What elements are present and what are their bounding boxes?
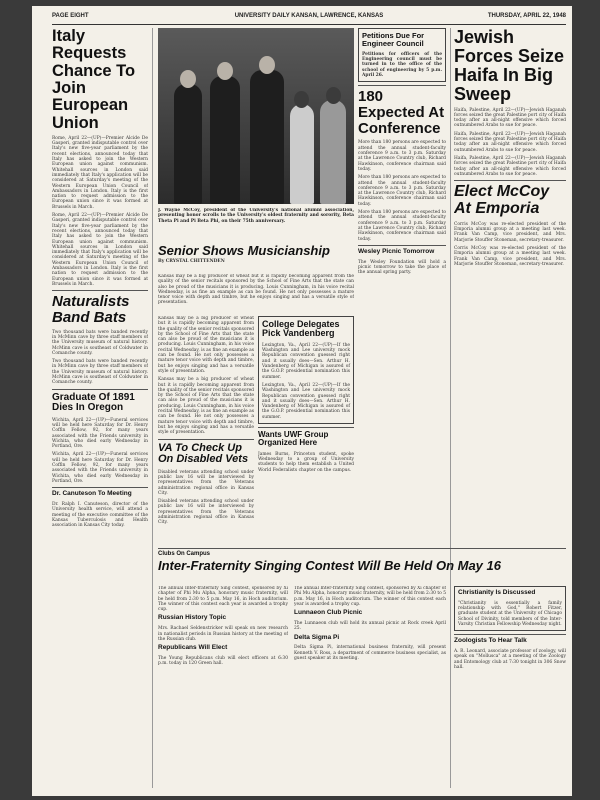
expected-body: More than 180 persons are expected to attend the annual student-faculty conference 9 a.m. to 3 p.m. Saturday at the Lawrence Country club, Richard Hawkinson, conference chairman said today.	[358, 140, 446, 172]
canteen-body: Dr. Ralph I. Canuteson, director of the University health service, will attend a meeting of the executive committee of the Kansas Tuberculosis and Health association in Kansas City today.	[52, 502, 148, 529]
college-box	[258, 316, 354, 424]
divider	[52, 290, 148, 291]
zoologists-body: A. R. Leonard, associate professor of zoology, will speak on "Mollusca" at a meeting of the Zoology and Entomology club at 7:30 tonight in 306 Snow hall.	[454, 649, 566, 670]
left-column	[52, 28, 148, 790]
page-date: THURSDAY, APRIL 22, 1948	[487, 13, 566, 19]
right-middle-column	[358, 28, 446, 544]
person-figure	[320, 100, 346, 204]
photo-caption-block	[158, 208, 354, 238]
interfrat-headline: Inter-Fraternity Singing Contest Will Be Held On May 16	[158, 558, 501, 574]
petitions-body: Petitions for officers of the Engineering council must be turned in to the office of the school of engineering by 5 p.m. April 26.	[362, 51, 442, 78]
mccoy-body-cont: Corris McCoy was re-elected president of the Emporia alumni group at a meeting last week. Frank Van Camp, vice president, and Mrs. Marjorie Stouffer Stoneman, secretary-treasurer.	[454, 245, 566, 267]
petitions-box	[358, 28, 446, 82]
senior-body-block	[158, 274, 354, 314]
va-body: Disabled veterans attending school under public law 16 will be interviewed by representatives from the Veterans administration regional office in Kansas City.	[158, 469, 254, 496]
divider	[158, 548, 566, 549]
column-divider	[152, 28, 153, 788]
middle-column-b	[258, 316, 354, 544]
expected-body-cont: More than 180 persons are expected to attend the annual student-faculty conference 9 a.m. to 3 p.m. Saturday at the Lawrence Country club, Richard Hawkinson, conference chairman said today.	[358, 175, 446, 207]
graduate-body: Wichita, April 22—(UP)—Funeral services will be held here Saturday for Dr. Henry Coffin Fellow, 92, for many years associated with the Friends university in Wichita, who died early Wednesday in Portland, Ore.	[52, 417, 148, 450]
bottom-column-c	[454, 586, 566, 790]
mccoy-headline: Elect McCoy At Emporia	[454, 183, 550, 217]
christianity-body: "Christianity is essentially a family relationship with God," Robert Fitzer, graduate student at the University of Chicago School of Divinity, told members of the Inter-Varsity Christian Fellowship Wednesday night.	[458, 600, 562, 627]
news-photo	[158, 28, 354, 204]
italy-body-cont: Rome, April 22—(UP)—Premier Alcide De Gasperi, granted indisputable control over Italy's new five-year parliament by the recent elections, announced today that Italy has asked to join the Western European union against communism. Whitehall sources in London said immediately that Italy's application will be considered at Saturday's meeting of the Western European Union Council of Ambassadors in London. Italy is the first nation to request admission to the European union since it was formed at Brussels in March.	[52, 213, 148, 287]
senior-byline: By CRYSTAL CHITTENDEN	[158, 258, 225, 264]
divider	[52, 487, 148, 488]
person-head	[180, 70, 196, 88]
college-headline: College Delegates Pick Vandenberg	[262, 319, 340, 339]
divider	[258, 427, 354, 428]
uwf-body: James Burns, Princeton student, spoke Wednesday to a group of University students to help them establish a United World Federalists chapter on the campus.	[258, 451, 354, 473]
bottom-column-b	[294, 586, 446, 790]
picnic-body: The Wesley Foundation will hold a picnic tomorrow to take the place of the annual spring party.	[358, 259, 446, 276]
republicans-body: The Young Republicans club will elect officers at 6:30 p.m. today in 120 Green hall.	[158, 656, 288, 667]
divider	[454, 634, 566, 635]
person-figure	[250, 70, 284, 204]
graduate-headline: Graduate Of 1891 Dies In Oregon	[52, 391, 135, 414]
page-header	[52, 12, 566, 25]
expected-headline: 180 Expected At Conference	[358, 88, 445, 137]
person-head	[326, 87, 341, 104]
page-number: PAGE EIGHT	[52, 13, 89, 19]
interfrat-body-cont: The annual Inter-fraternity Sing contest, sponsored by Xi chapter of Phi Mu Alpha, honorary music fraternity, will be held from 2:30 to 5 p.m. May 16, in Hoch auditorium. The winner of this contest each year is awarded a trophy cup.	[294, 586, 446, 607]
russian-headline: Russian History Topic	[158, 614, 227, 622]
lunnaeon-headline: Lunnaeon Club Picnic	[294, 609, 363, 617]
delta-body: Delta Sigma Pi, international business fraternity, will present Kenneth V. Ross, a department of commerce business specialist, as guest speaker at its meeting.	[294, 645, 446, 661]
delta-headline: Delta Sigma Pi	[294, 633, 340, 641]
bottom-column-a	[158, 586, 288, 790]
college-body: Lexington, Va., April 22—(UP)—If the Washington and Lee university mock Republican convention guessed right and it usually does—Sen. Arthur H. Vandenberg of Michigan is assured of the G.O.P. presidential nomination this summer.	[262, 342, 350, 380]
college-body-cont: Lexington, Va., April 22—(UP)—If the Washington and Lee university mock Republican convention guessed right and it usually does—Sen. Arthur H. Vandenberg of Michigan is assured of the G.O.P. presidential nomination this summer.	[262, 382, 350, 420]
clubs-banner	[158, 548, 566, 582]
christianity-box	[454, 586, 566, 631]
person-figure	[290, 104, 314, 204]
divider	[358, 85, 446, 86]
person-figure	[210, 76, 240, 204]
masthead: UNIVERSITY DAILY KANSAN, LAWRENCE, KANSAS	[234, 13, 384, 19]
petitions-headline: Petitions Due For Engineer Council	[362, 31, 425, 48]
divider	[158, 439, 254, 440]
divider	[454, 180, 566, 181]
photo-caption: J. Wayne McCoy, president of the University's national alumni association, presenting honor scrolls to the University's oldest fraternity and sorority, Beta Theta Pi and Pi Beta Phi, on their 75th anniversary.	[158, 208, 354, 224]
jewish-body-cont2: Haifa, Palestine, April 22—(UP)—Jewish Haganah forces seized the great Palestine port city of Haifa today after an all-night offensive which forced outnumbered Arabs to sue for peace.	[454, 155, 566, 177]
person-figure	[174, 84, 202, 204]
divider	[52, 389, 148, 390]
naturalists-body: Two thousand bats were banded recently in McMinn cave by three staff members of the University museum of natural history. McMinn cave is southeast of Coldwater in Comanche county.	[52, 329, 148, 356]
senior-body: Kansas may be a big producer of wheat but it is rapidly becoming apparent from the quality of the senior recitals sponsored by the School of Fine Arts that the state can also be proud of the musicians it is producing. Louis Cunningham, in his voice recital Wednesday, is as fine an example as can be found. He not only possesses a mature tenor voice with depth and timbre, but he enjoys singing and has a versatile style of presentation.	[158, 274, 354, 306]
republicans-headline: Republicans Will Elect	[158, 644, 228, 652]
middle-column-a	[158, 316, 254, 544]
lunnaeon-body: The Lunnaeon club will hold its annual picnic at Rock creek April 25.	[294, 621, 446, 632]
interfrat-body: The annual Inter-fraternity Sing contest, sponsored by Xi chapter of Phi Mu Alpha, honorary music fraternity, will be held from 2:30 to 5 p.m. May 16, in Hoch auditorium. The winner of this contest each year is awarded a trophy cup.	[158, 586, 288, 613]
zoologists-headline: Zoologists To Hear Talk	[454, 637, 527, 645]
senior-headline: Senior Shows Musicianship	[158, 244, 330, 258]
person-head	[294, 91, 309, 108]
va-body-cont: Disabled veterans attending school under public law 16 will be interviewed by representatives from the Veterans administration regional office in Kansas City.	[158, 499, 254, 526]
naturalists-body-cont: Two thousand bats were banded recently in McMinn cave by three staff members of the University museum of natural history. McMinn cave is southeast of Coldwater in Comanche county.	[52, 359, 148, 386]
expected-body-cont2: More than 180 persons are expected to attend the annual student-faculty conference 9 a.m. to 3 p.m. Saturday at the Lawrence Country club, Richard Hawkinson, conference chairman said today.	[358, 210, 446, 242]
jewish-body: Haifa, Palestine, April 22—(UP)—Jewish Haganah forces seized the great Palestine port city of Haifa today after an all-night offensive which forced outnumbered Arabs to sue for peace.	[454, 107, 566, 129]
picnic-headline: Wesley Picnic Tomorrow	[358, 247, 435, 255]
senior-body-cont2: Kansas may be a big producer of wheat but it is rapidly becoming apparent from the quality of the senior recitals sponsored by the School of Fine Arts that the state can also be proud of the musicians it is producing. Louis Cunningham, in his voice recital Wednesday, is as fine an example as can be found. He not only possesses a mature tenor voice with depth and timbre, but he enjoys singing and has a versatile style of presentation.	[158, 377, 254, 436]
canteen-headline: Dr. Canuteson To Meeting	[52, 490, 132, 498]
uwf-headline: Wants UWF Group Organized Here	[258, 430, 329, 448]
italy-headline: Italy Requests Chance To Join European Union	[52, 28, 136, 132]
mccoy-body: Corris McCoy was re-elected president of the Emporia alumni group at a meeting last week. Frank Van Camp, vice president, and Mrs. Marjorie Stouffer Stoneman, secretary-treasurer.	[454, 221, 566, 243]
va-headline: VA To Check Up On Disabled Vets	[158, 441, 249, 466]
column-divider	[450, 28, 451, 788]
graduate-body-cont: Wichita, April 22—(UP)—Funeral services will be held here Saturday for Dr. Henry Coffin Fellow, 92, for many years associated with the Friends university in Wichita, who died early Wednesday in Portland, Ore.	[52, 452, 148, 484]
jewish-headline: Jewish Forces Seize Haifa In Big Sweep	[454, 28, 565, 104]
divider	[358, 245, 446, 246]
christianity-headline: Christianity Is Discussed	[458, 589, 536, 596]
senior-head-block	[158, 244, 354, 274]
person-head	[259, 56, 275, 74]
person-head	[217, 62, 233, 80]
clubs-label: Clubs On Campus	[158, 551, 211, 557]
naturalists-headline: Naturalists Band Bats	[52, 293, 130, 326]
right-column	[454, 28, 566, 544]
senior-body-cont: Kansas may be a big producer of wheat but it is rapidly becoming apparent from the quality of the senior recitals sponsored by the School of Fine Arts that the state can also be proud of the musicians it is producing. Louis Cunningham, in his voice recital Wednesday, is as fine an example as can be found. He not only possesses a mature tenor voice with depth and timbre, but he enjoys singing and has a versatile style of presentation.	[158, 316, 254, 374]
italy-body: Rome, April 22—(UP)—Premier Alcide De Gasperi, granted indisputable control over Italy's new five-year parliament by the recent elections, announced today that Italy has asked to join the Western European union against communism. Whitehall sources in London said immediately that Italy's application will be considered at Saturday's meeting of the Western European Union Council of Ambassadors in London. Italy is the first nation to request admission to the European union since it was formed at Brussels in March.	[52, 135, 148, 210]
newspaper-page	[32, 6, 572, 796]
jewish-body-cont: Haifa, Palestine, April 22—(UP)—Jewish Haganah forces seized the great Palestine port city of Haifa today after an all-night offensive which forced outnumbered Arabs to sue for peace.	[454, 131, 566, 153]
russian-body: Mrs. Rachael Seldenstricker will speak on new research in nationalist periods in Russian history at the meeting of the Russian club.	[158, 626, 288, 642]
